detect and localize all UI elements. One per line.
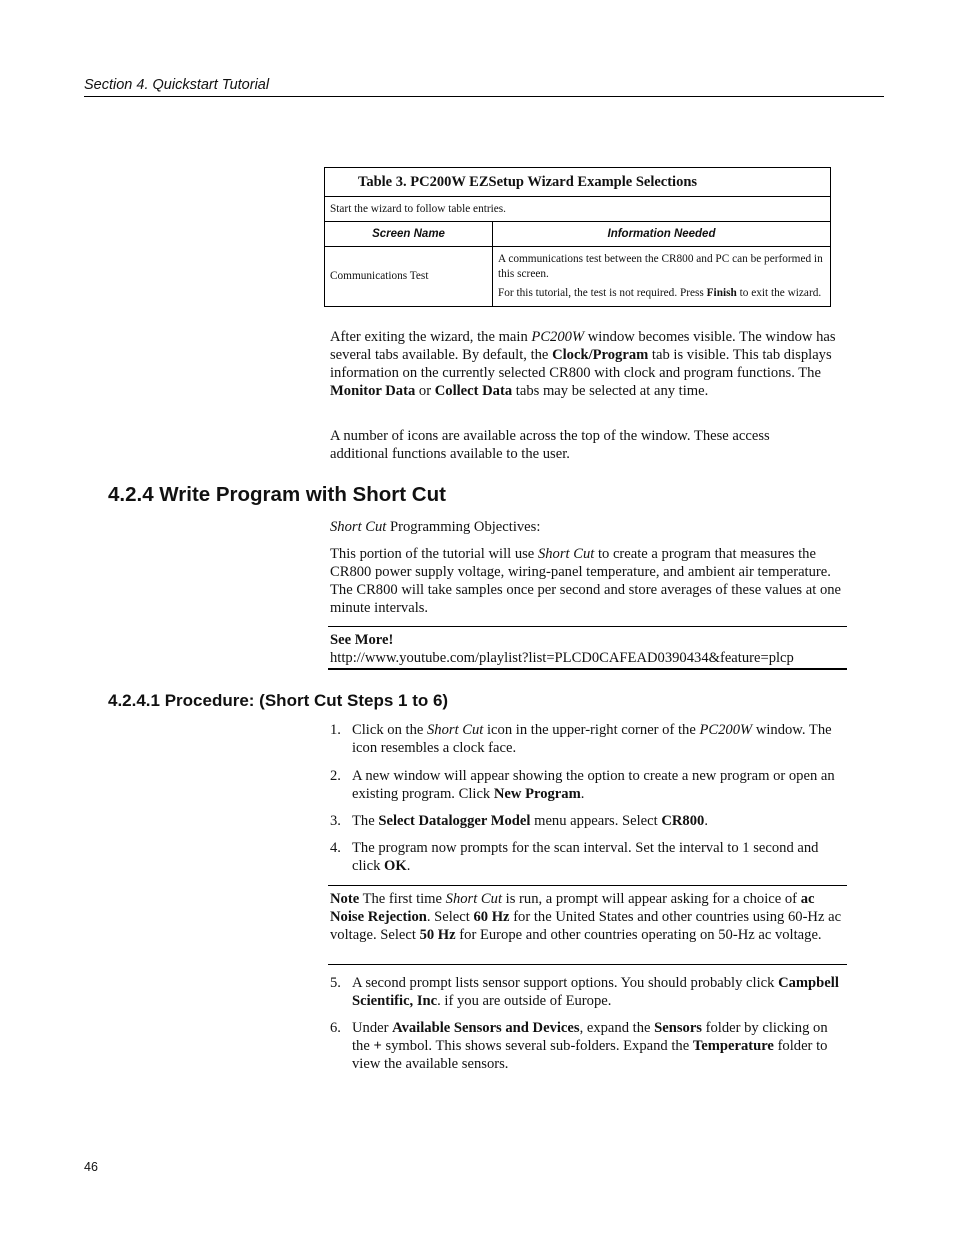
subsection-heading: 4.2.4.1 Procedure: (Short Cut Steps 1 to 6) bbox=[108, 691, 449, 710]
see-more-box bbox=[328, 626, 847, 670]
paragraph-icons: A number of icons are available across the top of the window. These access additional functions available to the user. bbox=[330, 428, 770, 462]
paragraph-objectives: Short Cut Programming Objectives: bbox=[330, 519, 541, 535]
column-header-screen-name: Screen Name bbox=[325, 222, 493, 247]
list-item: 3. The Select Datalogger Model menu appears. Select CR800. bbox=[330, 813, 708, 829]
table-cell-screen-name: Communications Test bbox=[325, 247, 493, 307]
table-row bbox=[325, 247, 831, 307]
wizard-selections-table bbox=[324, 167, 831, 307]
paragraph-tutorial-portion: This portion of the tutorial will use Short Cut to create a program that measures the CR800 power supply voltage, wiring-panel temperature, and ambient air temperature. The CR800 will take samples once per second and store averages of these values at one minute intervals. bbox=[330, 546, 842, 616]
info-text-2: For this tutorial, the test is not required. Press Finish to exit the wizard. bbox=[498, 287, 822, 299]
note-box bbox=[328, 885, 847, 965]
info-text-1: A communications test between the CR800 and PC can be performed in this screen. bbox=[498, 253, 823, 280]
steps-list-5-6 bbox=[330, 974, 844, 1073]
list-item: 1. Click on the Short Cut icon in the upper-right corner of the PC200W window. The icon resembles a clock face. bbox=[330, 722, 832, 756]
see-more-label: See More! bbox=[330, 632, 394, 648]
section-title: Section 4. Quickstart Tutorial bbox=[84, 77, 270, 93]
note-text: Note The first time Short Cut is run, a prompt will appear asking for a choice of ac Noise Rejection. Select 60 Hz for the United States and other countries using 60-Hz ac voltage. Select 50 Hz for Europe and other countries operating on 50-Hz ac voltage. bbox=[330, 891, 842, 943]
list-item: 4. The program now prompts for the scan interval. Set the interval to 1 second and click OK. bbox=[330, 840, 819, 874]
list-item: 5. A second prompt lists sensor support options. You should probably click Campbell Scientific, Inc. if you are outside of Europe. bbox=[330, 975, 839, 1009]
table-title: Table 3. PC200W EZSetup Wizard Example Selections bbox=[325, 168, 831, 197]
steps-list-1-4 bbox=[330, 721, 844, 875]
page-number: 46 bbox=[84, 1160, 98, 1174]
see-more-link[interactable]: http://www.youtube.com/playlist?list=PLCD0CAFEAD0390434&feature=plcp bbox=[330, 650, 794, 666]
list-item: 2. A new window will appear showing the option to create a new program or open an existing program. Click New Program. bbox=[330, 768, 835, 802]
column-header-information: Information Needed bbox=[493, 222, 831, 247]
running-header bbox=[84, 76, 884, 97]
list-item: 6. Under Available Sensors and Devices, expand the Sensors folder by clicking on the + symbol. This shows several sub-folders. Expand the Temperature folder to view the available sensors. bbox=[330, 1020, 828, 1072]
table-cell-information bbox=[493, 247, 831, 307]
section-heading: 4.2.4 Write Program with Short Cut bbox=[108, 483, 446, 506]
table-note: Start the wizard to follow table entries. bbox=[325, 197, 831, 222]
paragraph-main-window: After exiting the wizard, the main PC200W window becomes visible. The window has several tabs available. By default, the Clock/Program tab is visible. This tab displays information on the currently selected CR800 with clock and program functions. The Monitor Data or Collect Data tabs may be selected at any time. bbox=[330, 329, 836, 399]
